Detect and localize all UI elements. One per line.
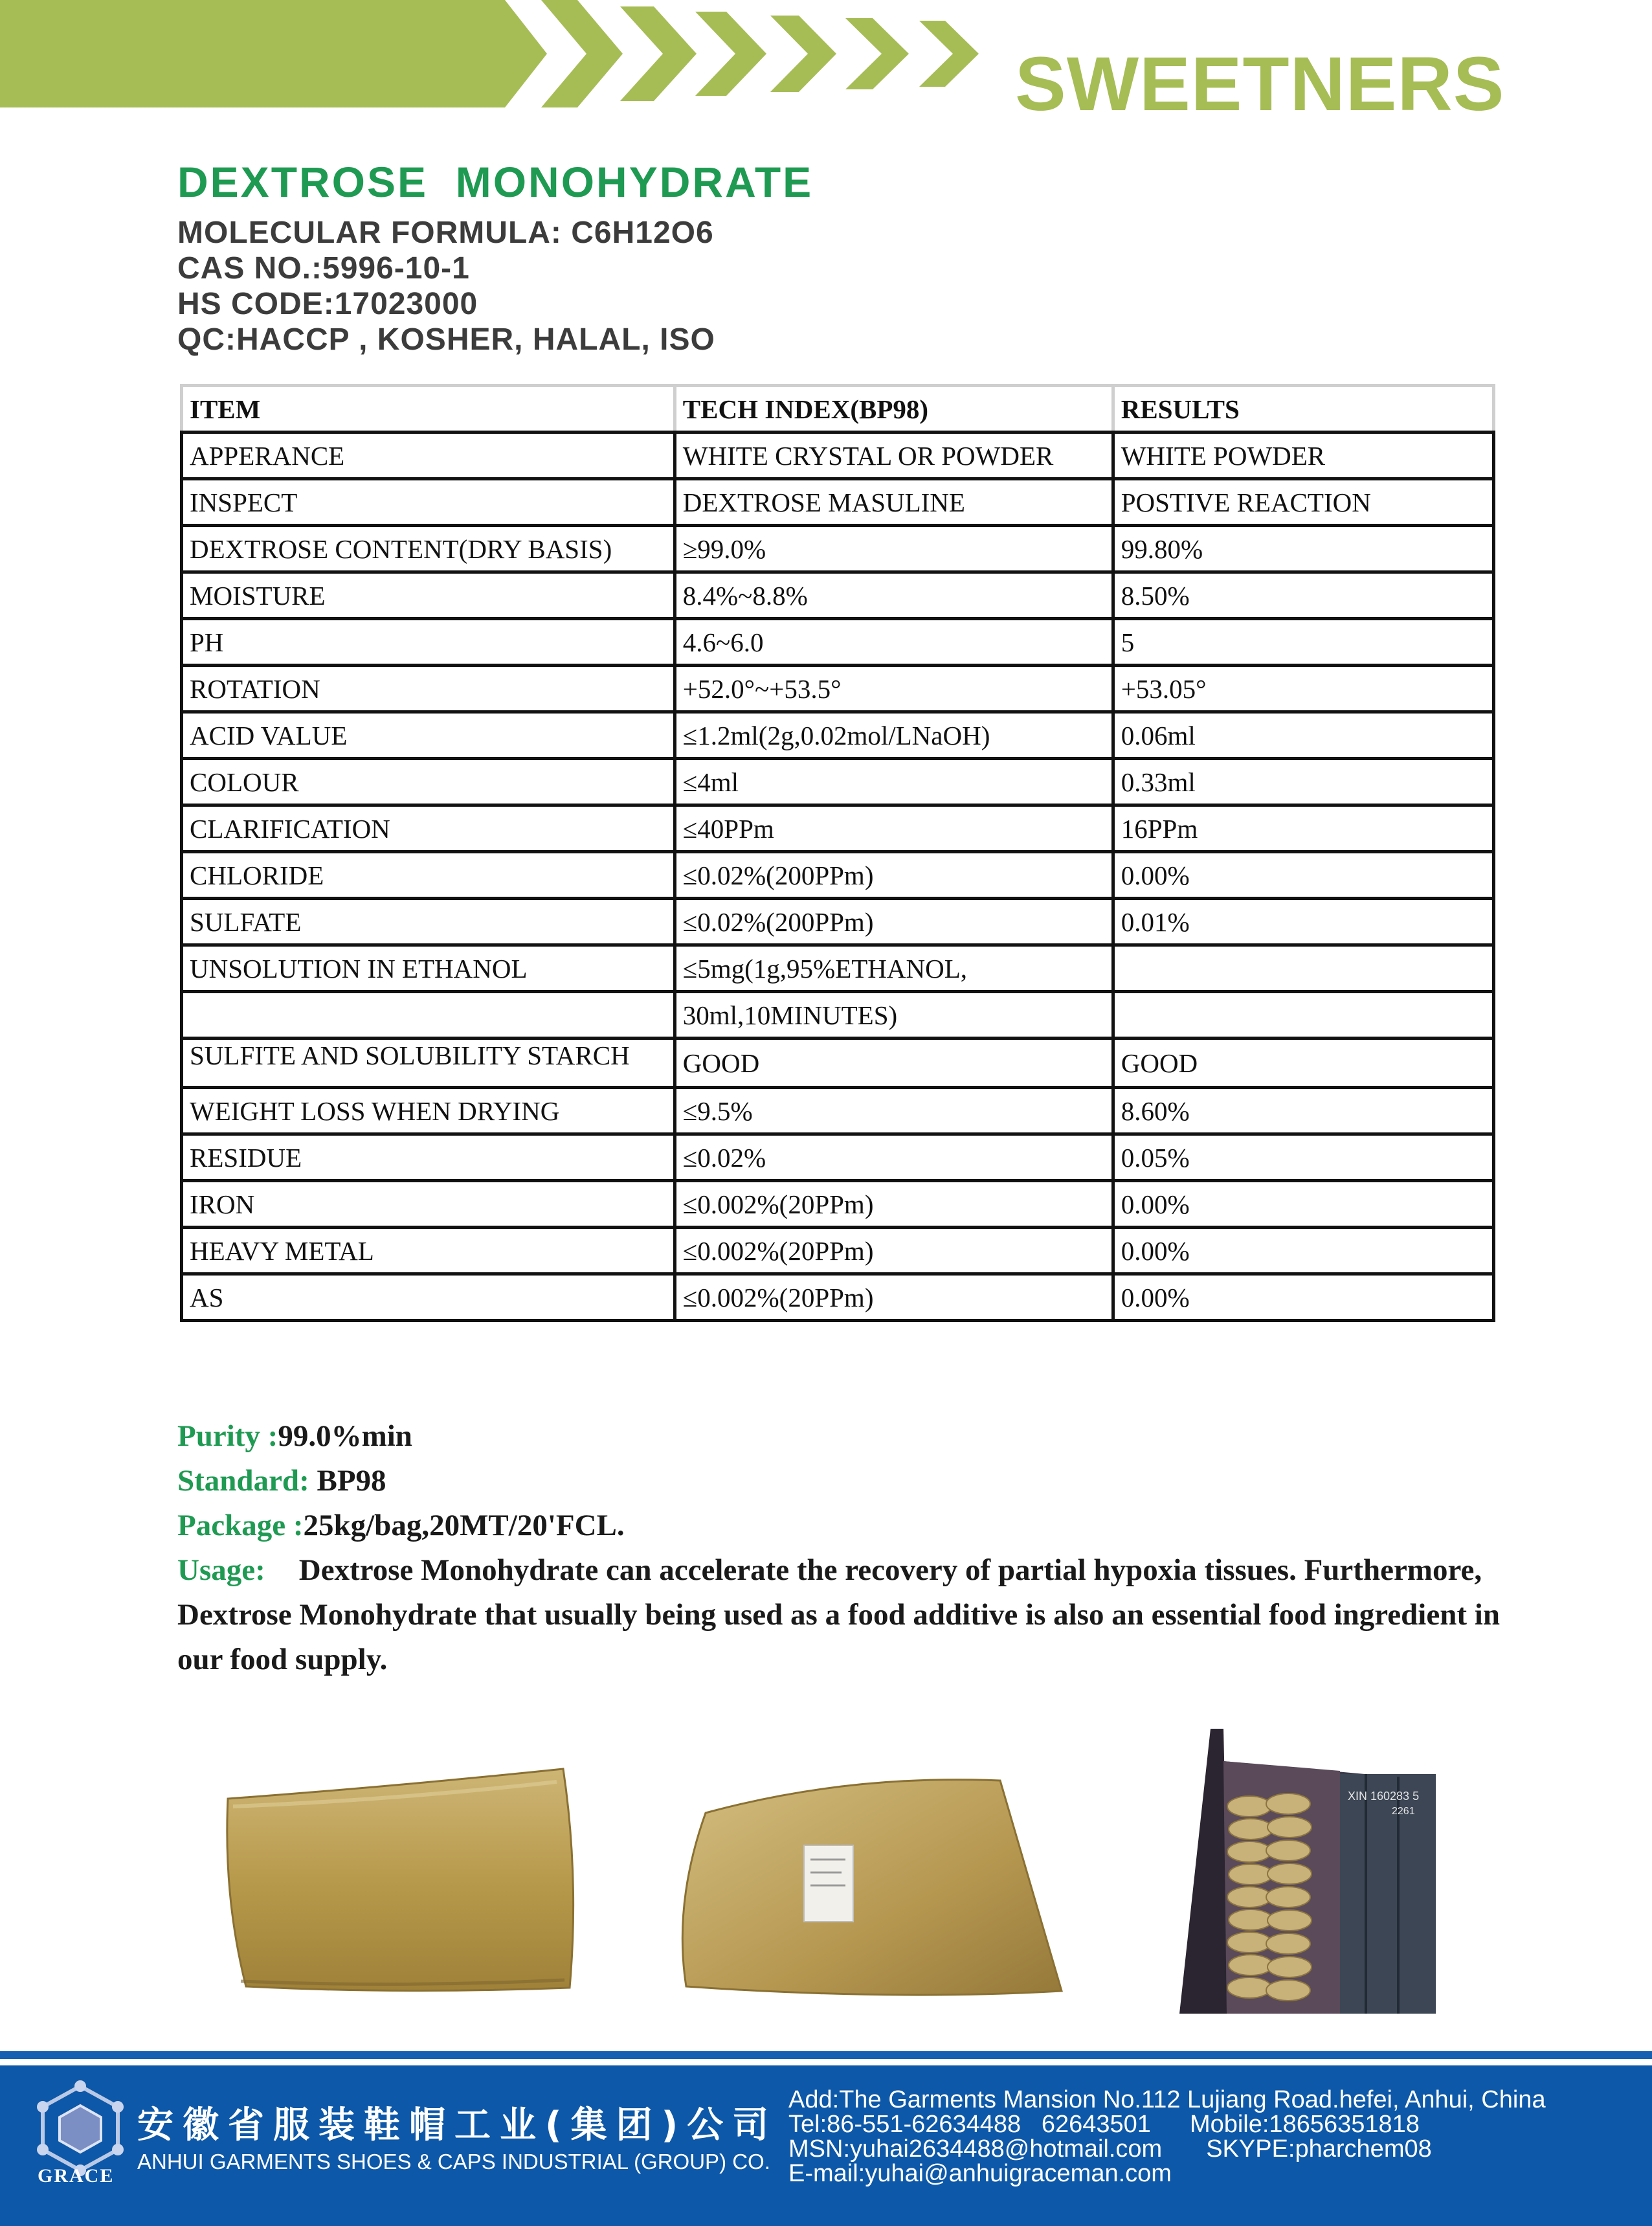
table-row (182, 526, 1494, 572)
table-row (182, 433, 1494, 479)
cell-tech-index: ≤0.002%(20PPm) (675, 1274, 1113, 1321)
cell-tech-index: ≤0.02%(200PPm) (675, 899, 1113, 945)
standard-line (177, 1459, 1524, 1503)
bag-label-sticker (804, 1845, 853, 1922)
company-name-english: ANHUI GARMENTS SHOES & CAPS INDUSTRIAL (GROUP) CO. (137, 2150, 770, 2174)
logo-text: GRACE (38, 2165, 115, 2187)
table-row (182, 1228, 1494, 1274)
cell-result: 8.50% (1113, 572, 1493, 619)
section-title: SWEETNERS (1015, 41, 1505, 127)
cell-tech-index: ≤0.002%(20PPm) (675, 1228, 1113, 1274)
product-title: DEXTROSE MONOHYDRATE (177, 158, 814, 206)
table-row (182, 479, 1494, 526)
cell-tech-index: 4.6~6.0 (675, 619, 1113, 666)
column-header-results: RESULTS (1113, 386, 1493, 433)
cell-result: 99.80% (1113, 526, 1493, 572)
header-banner (0, 0, 1010, 110)
table-row (182, 945, 1494, 992)
table-row (182, 1134, 1494, 1181)
cell-result: GOOD (1113, 1039, 1493, 1088)
usage-text: Dextrose Monohydrate can accelerate the recovery of partial hypoxia tissues. Furthermore, Dextrose Monohydrate that usually being used as a food additive is also an essential food ingredient in our food supply. (177, 1553, 1500, 1676)
contact-mobile: Mobile:18656351818 (1189, 2111, 1420, 2138)
cell-tech-index: 30ml,10MINUTES) (675, 992, 1113, 1039)
cell-result: WHITE POWDER (1113, 433, 1493, 479)
cell-tech-index: GOOD (675, 1039, 1113, 1088)
contact-msn: MSN:yuhai2634488@hotmail.com (788, 2135, 1163, 2163)
cell-tech-index: DEXTROSE MASULINE (675, 479, 1113, 526)
cell-item: AS (182, 1274, 675, 1321)
table-row (182, 1088, 1494, 1134)
table-row (182, 712, 1494, 759)
usage-line (177, 1548, 1524, 1682)
contact-tel: Tel:86-551-62634488 62643501 (788, 2111, 1151, 2138)
cell-result: +53.05° (1113, 666, 1493, 712)
cell-tech-index: +52.0°~+53.5° (675, 666, 1113, 712)
contact-skype: SKYPE:pharchem08 (1206, 2135, 1432, 2163)
cell-item: CLARIFICATION (182, 805, 675, 852)
company-logo-icon (35, 2080, 126, 2177)
cell-result: 8.60% (1113, 1088, 1493, 1134)
cell-result: 0.00% (1113, 1274, 1493, 1321)
table-row (182, 759, 1494, 805)
package-value: 25kg/bag,20MT/20'FCL. (303, 1509, 625, 1542)
cell-item: IRON (182, 1181, 675, 1228)
column-header-item: ITEM (182, 386, 675, 433)
company-name-chinese: 安徽省服装鞋帽工业(集团)公司 (137, 2104, 778, 2146)
table-row (182, 666, 1494, 712)
contact-block (788, 2087, 1546, 2186)
cell-tech-index: ≤0.02% (675, 1134, 1113, 1181)
usage-label: Usage: (177, 1553, 265, 1587)
column-header-tech-index: TECH INDEX(BP98) (675, 386, 1113, 433)
table-row (182, 805, 1494, 852)
cell-result: 0.06ml (1113, 712, 1493, 759)
table-row (182, 1181, 1494, 1228)
cell-item: PH (182, 619, 675, 666)
cell-tech-index: ≤1.2ml(2g,0.02mol/LNaOH) (675, 712, 1113, 759)
product-photos (0, 1709, 1652, 2020)
container-marking-code: 2261 (1392, 1806, 1415, 1817)
table-row (182, 992, 1494, 1039)
cell-item: UNSOLUTION IN ETHANOL (182, 945, 675, 992)
cell-item: SULFITE AND SOLUBILITY STARCH (182, 1039, 675, 1088)
standard-value: BP98 (317, 1464, 386, 1498)
cell-tech-index: ≥99.0% (675, 526, 1113, 572)
cell-item: ROTATION (182, 666, 675, 712)
cell-result: 0.00% (1113, 1181, 1493, 1228)
contact-phone-line (788, 2112, 1546, 2137)
product-spec-lines (177, 215, 715, 357)
package-line (177, 1503, 1524, 1548)
purity-value: 99.0%min (278, 1419, 412, 1453)
footer (0, 2065, 1652, 2226)
cell-item: CHLORIDE (182, 852, 675, 899)
cell-result: 5 (1113, 619, 1493, 666)
cell-result: 0.05% (1113, 1134, 1493, 1181)
bag-photo-front (227, 1769, 574, 1991)
table-header-row (182, 386, 1494, 433)
cell-item: SULFATE (182, 899, 675, 945)
footer-stripe (0, 2051, 1652, 2059)
cell-tech-index: ≤0.002%(20PPm) (675, 1181, 1113, 1228)
cas-number: CAS NO.:5996-10-1 (177, 251, 470, 286)
cell-item: INSPECT (182, 479, 675, 526)
table-row (182, 899, 1494, 945)
cell-result (1113, 945, 1493, 992)
contact-email[interactable]: E-mail:yuhai@anhuigraceman.com (788, 2160, 1172, 2187)
table-row (182, 619, 1494, 666)
contact-msn-line (788, 2137, 1546, 2161)
product-notes (177, 1414, 1524, 1682)
cell-tech-index: 8.4%~8.8% (675, 572, 1113, 619)
cell-item: MOISTURE (182, 572, 675, 619)
contact-address: Add:The Garments Mansion No.112 Lujiang Road.hefei, Anhui, China (788, 2086, 1546, 2113)
cell-result: 16PPm (1113, 805, 1493, 852)
cell-result (1113, 992, 1493, 1039)
cell-item: COLOUR (182, 759, 675, 805)
cell-item: ACID VALUE (182, 712, 675, 759)
cell-tech-index: ≤9.5% (675, 1088, 1113, 1134)
cell-item: WEIGHT LOSS WHEN DRYING (182, 1088, 675, 1134)
cell-item: DEXTROSE CONTENT(DRY BASIS) (182, 526, 675, 572)
qc-certifications: QC:HACCP , KOSHER, HALAL, ISO (177, 322, 715, 357)
cell-tech-index: ≤0.02%(200PPm) (675, 852, 1113, 899)
cell-tech-index: ≤40PPm (675, 805, 1113, 852)
spec-table (180, 384, 1495, 1322)
cell-item (182, 992, 675, 1039)
table-row (182, 1274, 1494, 1321)
cell-item: HEAVY METAL (182, 1228, 675, 1274)
cell-result: 0.00% (1113, 1228, 1493, 1274)
molecular-formula: MOLECULAR FORMULA: C6H12O6 (177, 216, 714, 250)
cell-item: RESIDUE (182, 1134, 675, 1181)
table-row (182, 1039, 1494, 1088)
cell-result: 0.01% (1113, 899, 1493, 945)
container-photo (1179, 1729, 1436, 2014)
table-row (182, 852, 1494, 899)
cell-item: APPERANCE (182, 433, 675, 479)
standard-label: Standard: (177, 1464, 317, 1498)
purity-line (177, 1414, 1524, 1459)
container-marking: XIN 160283 5 (1348, 1790, 1420, 1803)
package-label: Package : (177, 1509, 304, 1542)
cell-tech-index: WHITE CRYSTAL OR POWDER (675, 433, 1113, 479)
hs-code: HS CODE:17023000 (177, 287, 478, 321)
cell-result: 0.33ml (1113, 759, 1493, 805)
cell-result: POSTIVE REACTION (1113, 479, 1493, 526)
bag-photo-label-side (682, 1780, 1062, 1996)
cell-tech-index: ≤5mg(1g,95%ETHANOL, (675, 945, 1113, 992)
table-row (182, 572, 1494, 619)
cell-tech-index: ≤4ml (675, 759, 1113, 805)
cell-result: 0.00% (1113, 852, 1493, 899)
purity-label: Purity : (177, 1419, 278, 1453)
